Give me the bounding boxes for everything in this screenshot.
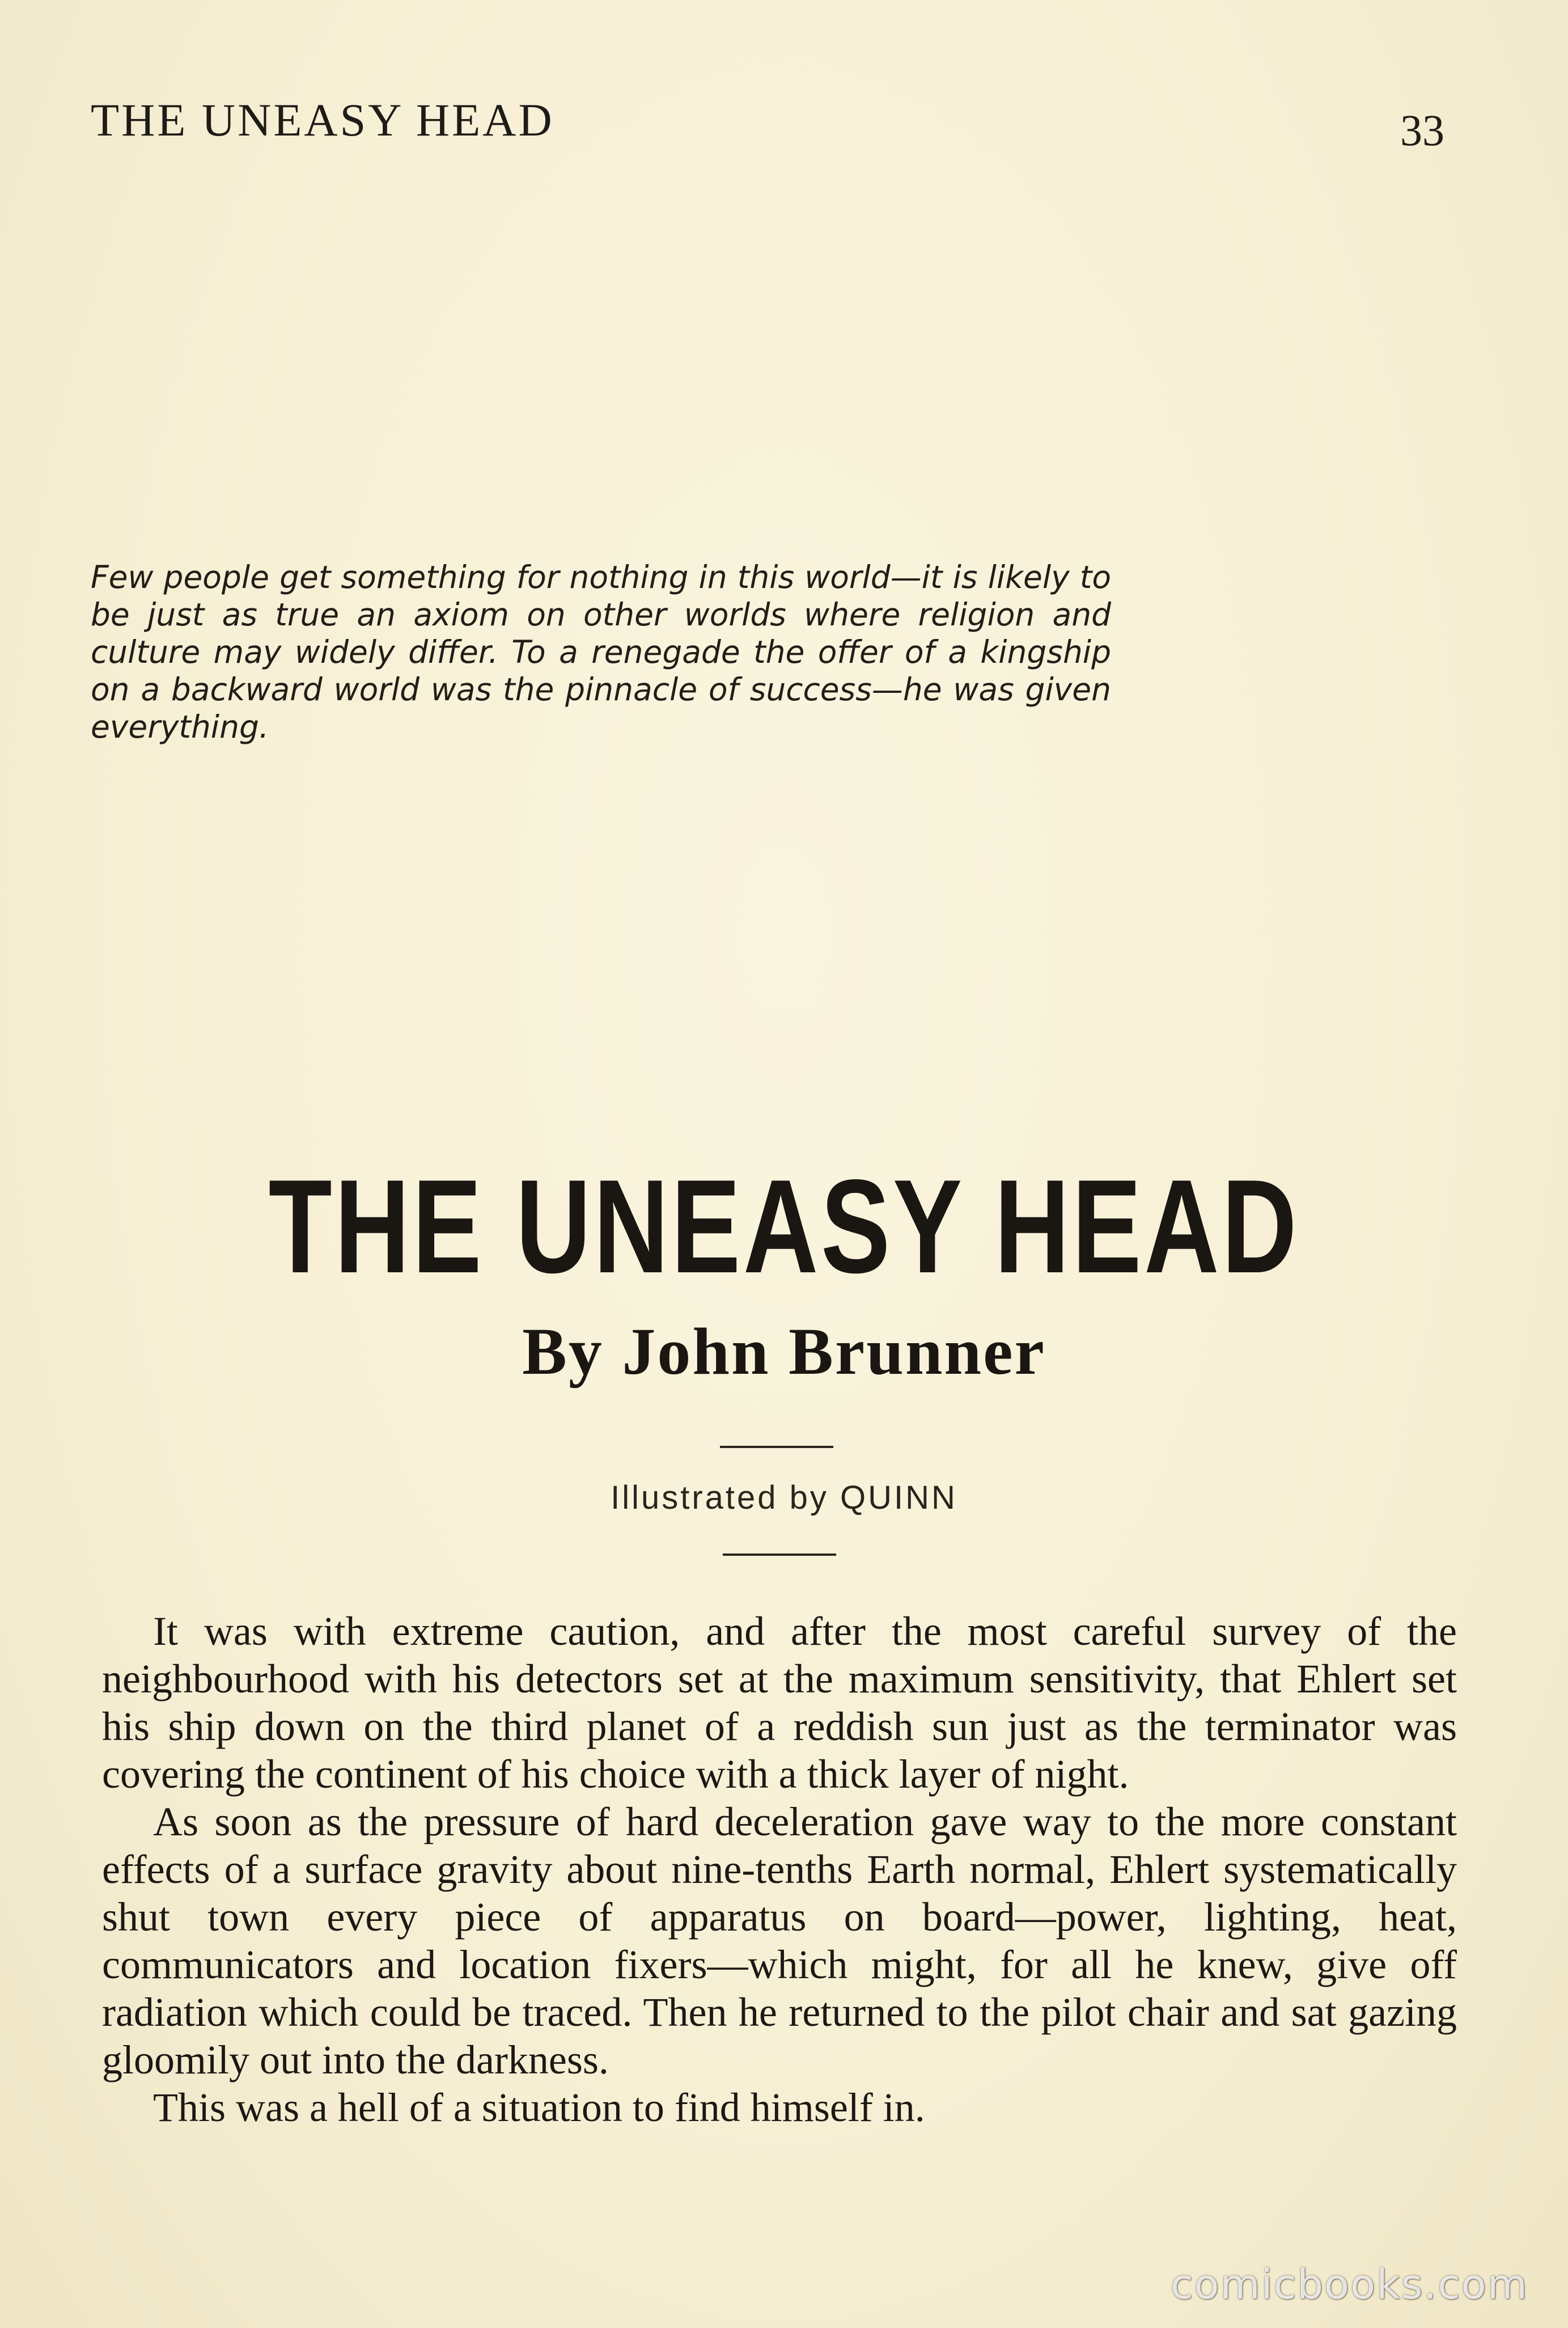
- story-title: THE UNEASY HEAD: [268, 1152, 1300, 1301]
- story-body: [102, 1607, 1457, 2131]
- body-paragraph-1: It was with extreme caution, and after the most careful survey of the neighbourhood with his detectors set at the maximum sensitivity, that Ehlert set his ship down on the third planet of a reddish sun just as the terminator was covering the continent of his choice with a thick layer of night.: [102, 1609, 1457, 1797]
- body-paragraph-3: This was a hell of a situation to find himself in.: [153, 2085, 925, 2130]
- story-blurb: Few people get something for nothing in this world—it is likely to be just as true an axiom on other worlds where religion and culture may widely differ. To a renegade the offer of a kingship on a backward world was the pinnacle of success—he was given everything.: [91, 559, 1111, 745]
- body-paragraph-2: As soon as the pressure of hard deceleration gave way to the more constant effects of a surface gravity about nine-tenths Earth normal, Ehlert systematically shut town every piece of apparatus on board—power, lighting, heat, communicators and location fixers—which might, for all he knew, give off radiation which could be traced. Then he returned to the pilot chair and sat gazing gloomily out into the darkness.: [102, 1799, 1457, 2082]
- divider-rule-top: [720, 1446, 833, 1448]
- page-number: 33: [1400, 105, 1444, 155]
- site-watermark: comicbooks.com: [1170, 2261, 1528, 2308]
- running-head: THE UNEASY HEAD: [91, 94, 554, 146]
- divider-rule-bottom: [723, 1554, 836, 1556]
- illustrator-credit: Illustrated by QUINN: [611, 1479, 957, 1516]
- story-byline: By John Brunner: [522, 1314, 1046, 1389]
